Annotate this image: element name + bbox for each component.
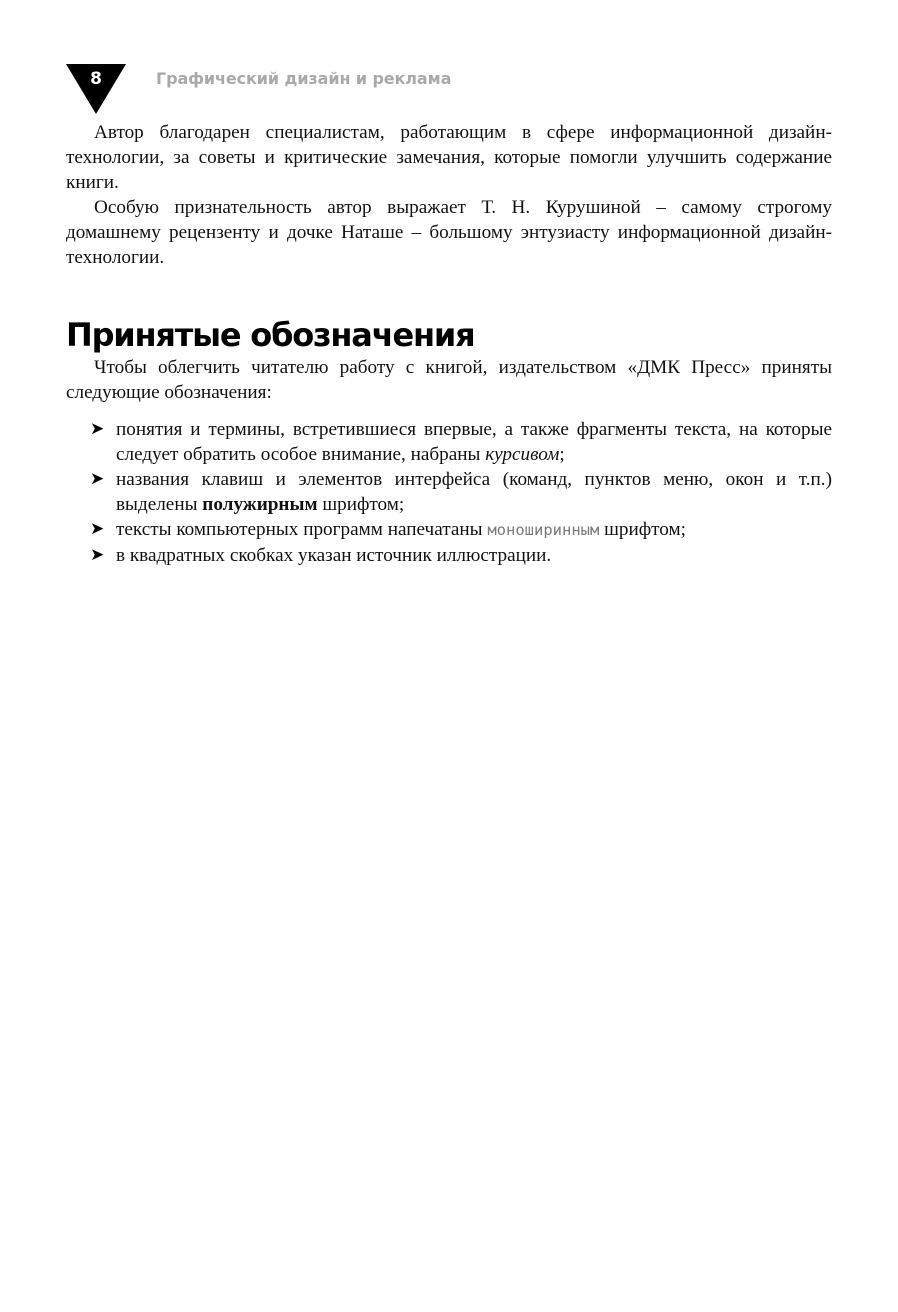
italic-sample: курсивом: [485, 444, 560, 465]
section-title: Принятые обозначения: [66, 316, 475, 354]
arrow-bullet-icon: ➤: [90, 545, 105, 565]
list-item-text: названия клавиш и элементов интерфейса (команд, пунктов меню, окон и т.п.) выделены: [116, 469, 832, 515]
monospace-sample: моноширинным: [487, 521, 600, 539]
page-header: [66, 64, 836, 116]
acknowledgement-paragraph-2: Особую признательность автор выражает Т. Н. Курушиной – самому строгому домашнему рецензенту и дочке Наташе – большому энтузиасту информационной дизайн-технологии.: [66, 197, 832, 268]
list-item-text-end: ;: [559, 444, 565, 465]
list-item-text: в квадратных скобках указан источник иллюстрации.: [116, 545, 552, 566]
page-number: 8: [90, 69, 102, 89]
list-item: [66, 543, 832, 568]
section-intro: Чтобы облегчить читателю работу с книгой, издательством «ДМК Пресс» приняты следующие обозначения:: [66, 357, 832, 403]
page-content: [66, 120, 832, 568]
list-item-text: тексты компьютерных программ напечатаны: [116, 519, 488, 540]
acknowledgement-paragraph-1: Автор благодарен специалистам, работающим в сфере информационной дизайн-технологии, за советы и критические замечания, которые помогли улучшить содержание книги.: [66, 122, 832, 193]
arrow-bullet-icon: ➤: [90, 469, 105, 489]
arrow-bullet-icon: ➤: [90, 519, 105, 539]
list-item-text-end: шрифтом;: [599, 519, 687, 540]
running-title: Графический дизайн и реклама: [156, 69, 452, 88]
list-item-text: понятия и термины, встретившиеся впервые, а также фрагменты текста, на которые следует обратить особое внимание, набраны: [116, 419, 832, 465]
bold-sample: полужирным: [202, 494, 318, 515]
list-item: [66, 467, 832, 517]
arrow-bullet-icon: ➤: [90, 419, 105, 439]
list-item-text-end: шрифтом;: [317, 494, 405, 515]
list-item: [66, 417, 832, 467]
list-item: [66, 517, 832, 543]
conventions-list: [66, 417, 832, 568]
